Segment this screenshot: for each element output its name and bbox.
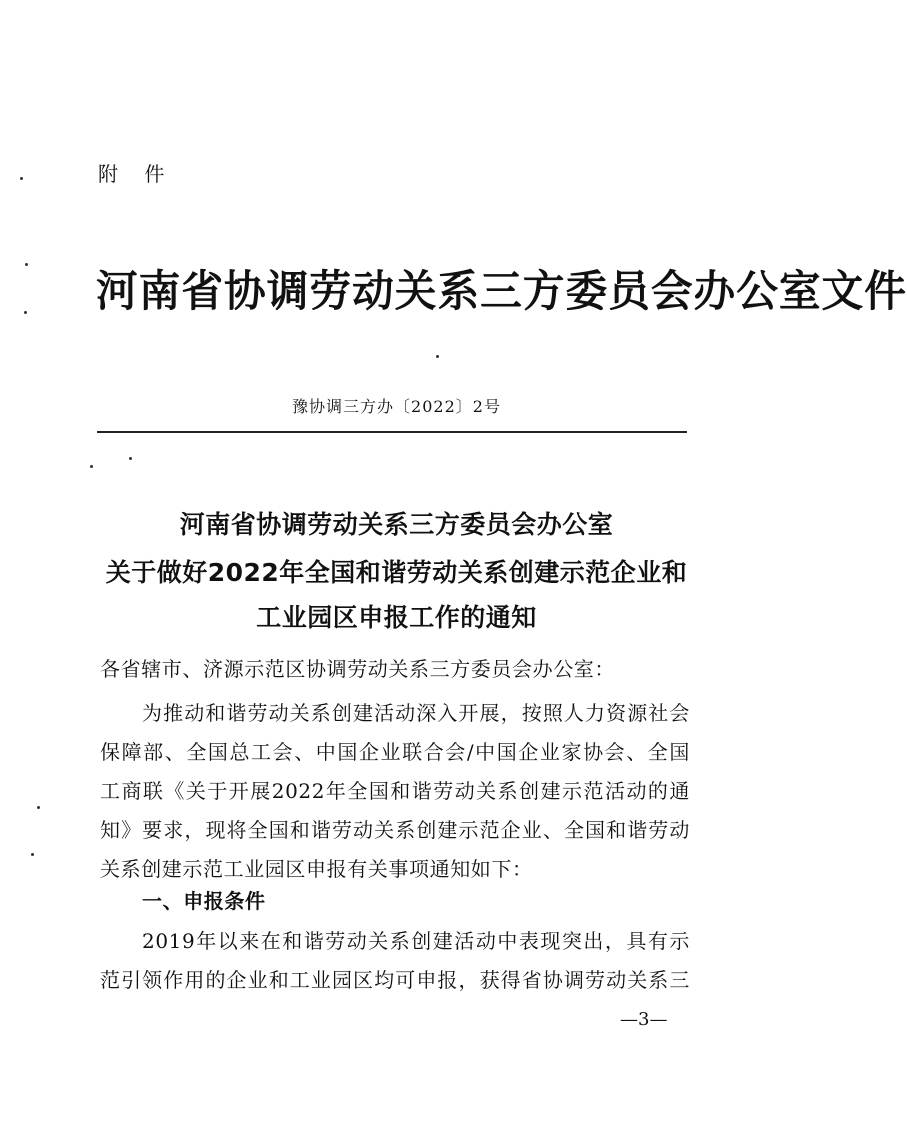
page-number: —3—: [620, 1009, 668, 1030]
attachment-label: 附 件: [98, 162, 175, 186]
scan-speck: [129, 457, 132, 460]
paragraph-1-line: 为推动和谐劳动关系创建活动深入开展，按照人力资源社会: [142, 701, 690, 725]
document-number: 豫协调三方办〔2022〕2号: [292, 397, 501, 416]
paragraph-2-line: 2019年以来在和谐劳动关系创建活动中表现突出，具有示: [142, 929, 690, 953]
paragraph-1-line: 保障部、全国总工会、中国企业联合会/中国企业家协会、全国: [100, 740, 690, 764]
paragraph-2-line: 范引领作用的企业和工业园区均可申报，获得省协调劳动关系三: [100, 968, 690, 992]
header-divider: [97, 431, 687, 433]
scan-speck: [25, 263, 28, 266]
paragraph-1-line: 工商联《关于开展2022年全国和谐劳动关系创建示范活动的通: [100, 779, 690, 803]
scan-speck: [436, 355, 439, 358]
notice-title-line-3: 工业园区申报工作的通知: [256, 603, 537, 632]
notice-title-line-2: 关于做好2022年全国和谐劳动关系创建示范企业和: [105, 558, 688, 587]
paragraph-1-line: 知》要求，现将全国和谐劳动关系创建示范企业、全国和谐劳动: [100, 818, 690, 842]
scan-speck: [24, 311, 27, 314]
section-heading: 一、申报条件: [142, 889, 266, 913]
salutation: 各省辖市、济源示范区协调劳动关系三方委员会办公室：: [100, 657, 615, 681]
notice-title-line-1: 河南省协调劳动关系三方委员会办公室: [179, 510, 614, 539]
scan-speck: [37, 806, 40, 809]
office-document-header: 河南省协调劳动关系三方委员会办公室文件: [96, 267, 907, 317]
scan-speck: [90, 465, 93, 468]
scan-speck: [31, 853, 34, 856]
scan-speck: [20, 177, 23, 180]
paragraph-1-line: 关系创建示范工业园区申报有关事项通知如下：: [100, 857, 533, 881]
